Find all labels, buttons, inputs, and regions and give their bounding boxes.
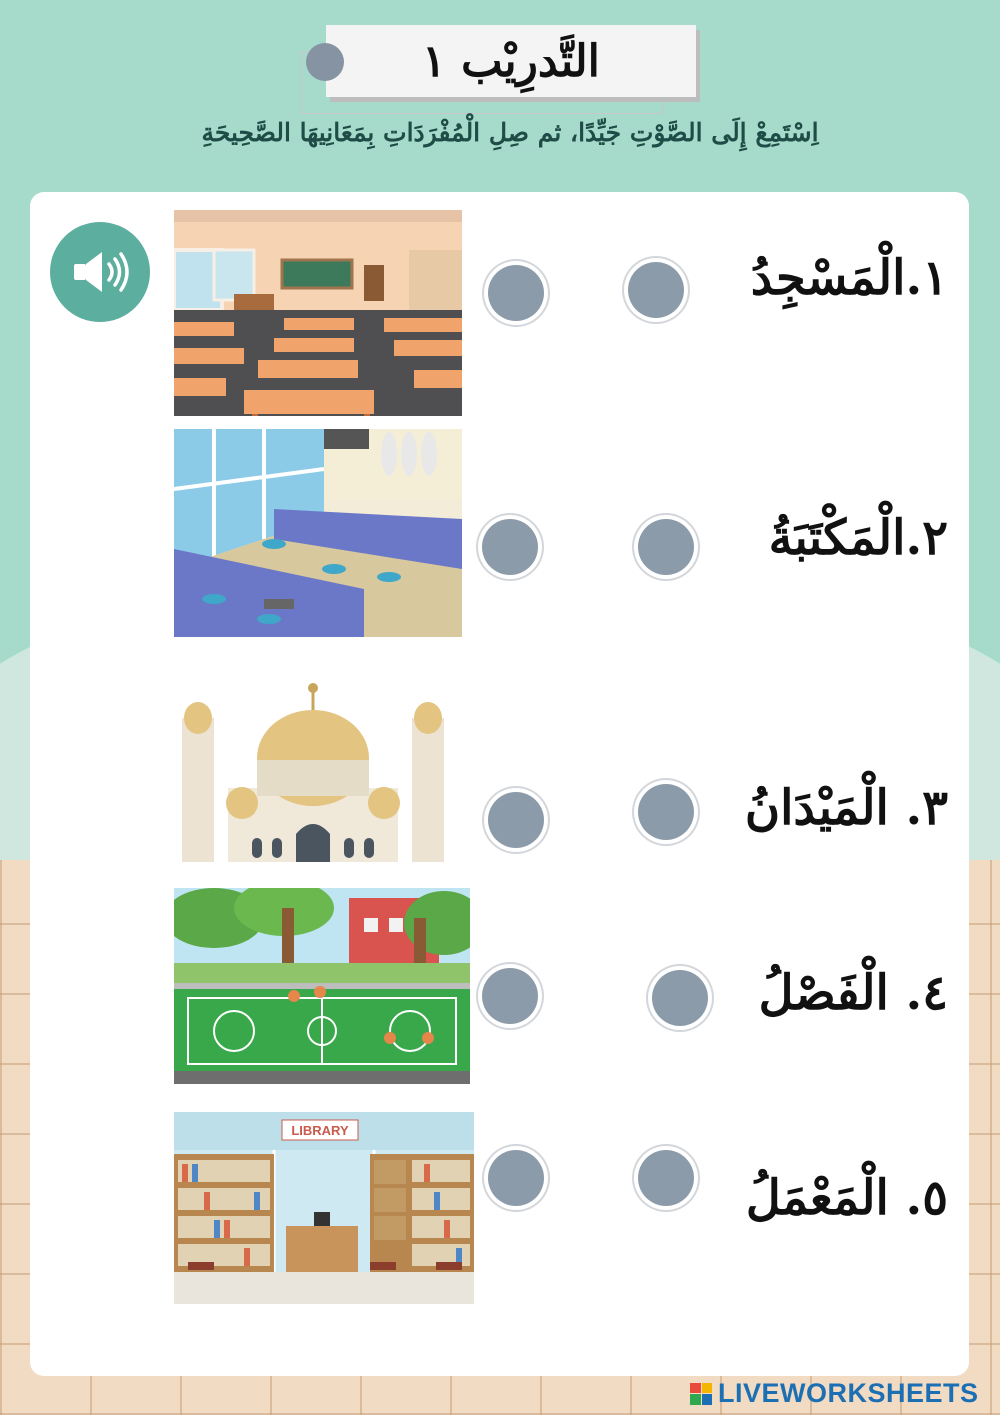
science-lab-picture: [174, 429, 462, 637]
brand-name: LIVEWORKSHEETS: [718, 1378, 979, 1408]
library-picture: [174, 1112, 474, 1304]
liveworksheets-logo-icon: [690, 1383, 712, 1405]
audio-play-button[interactable]: [50, 222, 150, 322]
liveworksheets-brand[interactable]: [690, 1378, 979, 1409]
picture-dot-4[interactable]: [482, 968, 538, 1024]
library-sign: LIBRARY: [291, 1123, 349, 1138]
word-item-4: ٤. الْفَصْلُ: [758, 965, 948, 1021]
word-item-5: ٥. الْمَعْمَلُ: [745, 1170, 948, 1226]
word-dot-4[interactable]: [652, 970, 708, 1026]
word-dot-5[interactable]: [638, 1150, 694, 1206]
picture-dot-2[interactable]: [482, 519, 538, 575]
instruction-text: اِسْتَمِعْ إِلَى الصَّوْتِ جَيِّدًا، ثم صِلِ الْمُفْرَدَاتِ بِمَعَانِيهَا الصَّحِيحَةِ: [201, 118, 819, 147]
picture-dot-1[interactable]: [488, 265, 544, 321]
page-title: التَّدرِيْب ١: [422, 35, 600, 87]
word-dot-1[interactable]: [628, 262, 684, 318]
word-item-3: ٣. الْمَيْدَانُ: [744, 780, 948, 836]
picture-dot-3[interactable]: [488, 792, 544, 848]
speaker-icon: [68, 248, 132, 296]
playground-picture: [174, 888, 470, 1084]
word-item-1: ١.الْمَسْجِدُ: [750, 250, 948, 306]
word-dot-3[interactable]: [638, 784, 694, 840]
title-dot: [306, 43, 344, 81]
picture-dot-5[interactable]: [488, 1150, 544, 1206]
mosque-picture: [168, 678, 458, 862]
title-box: [326, 25, 696, 97]
word-dot-2[interactable]: [638, 519, 694, 575]
classroom-picture: [174, 210, 462, 416]
word-item-2: ٢.الْمَكْتَبَةُ: [768, 510, 948, 566]
